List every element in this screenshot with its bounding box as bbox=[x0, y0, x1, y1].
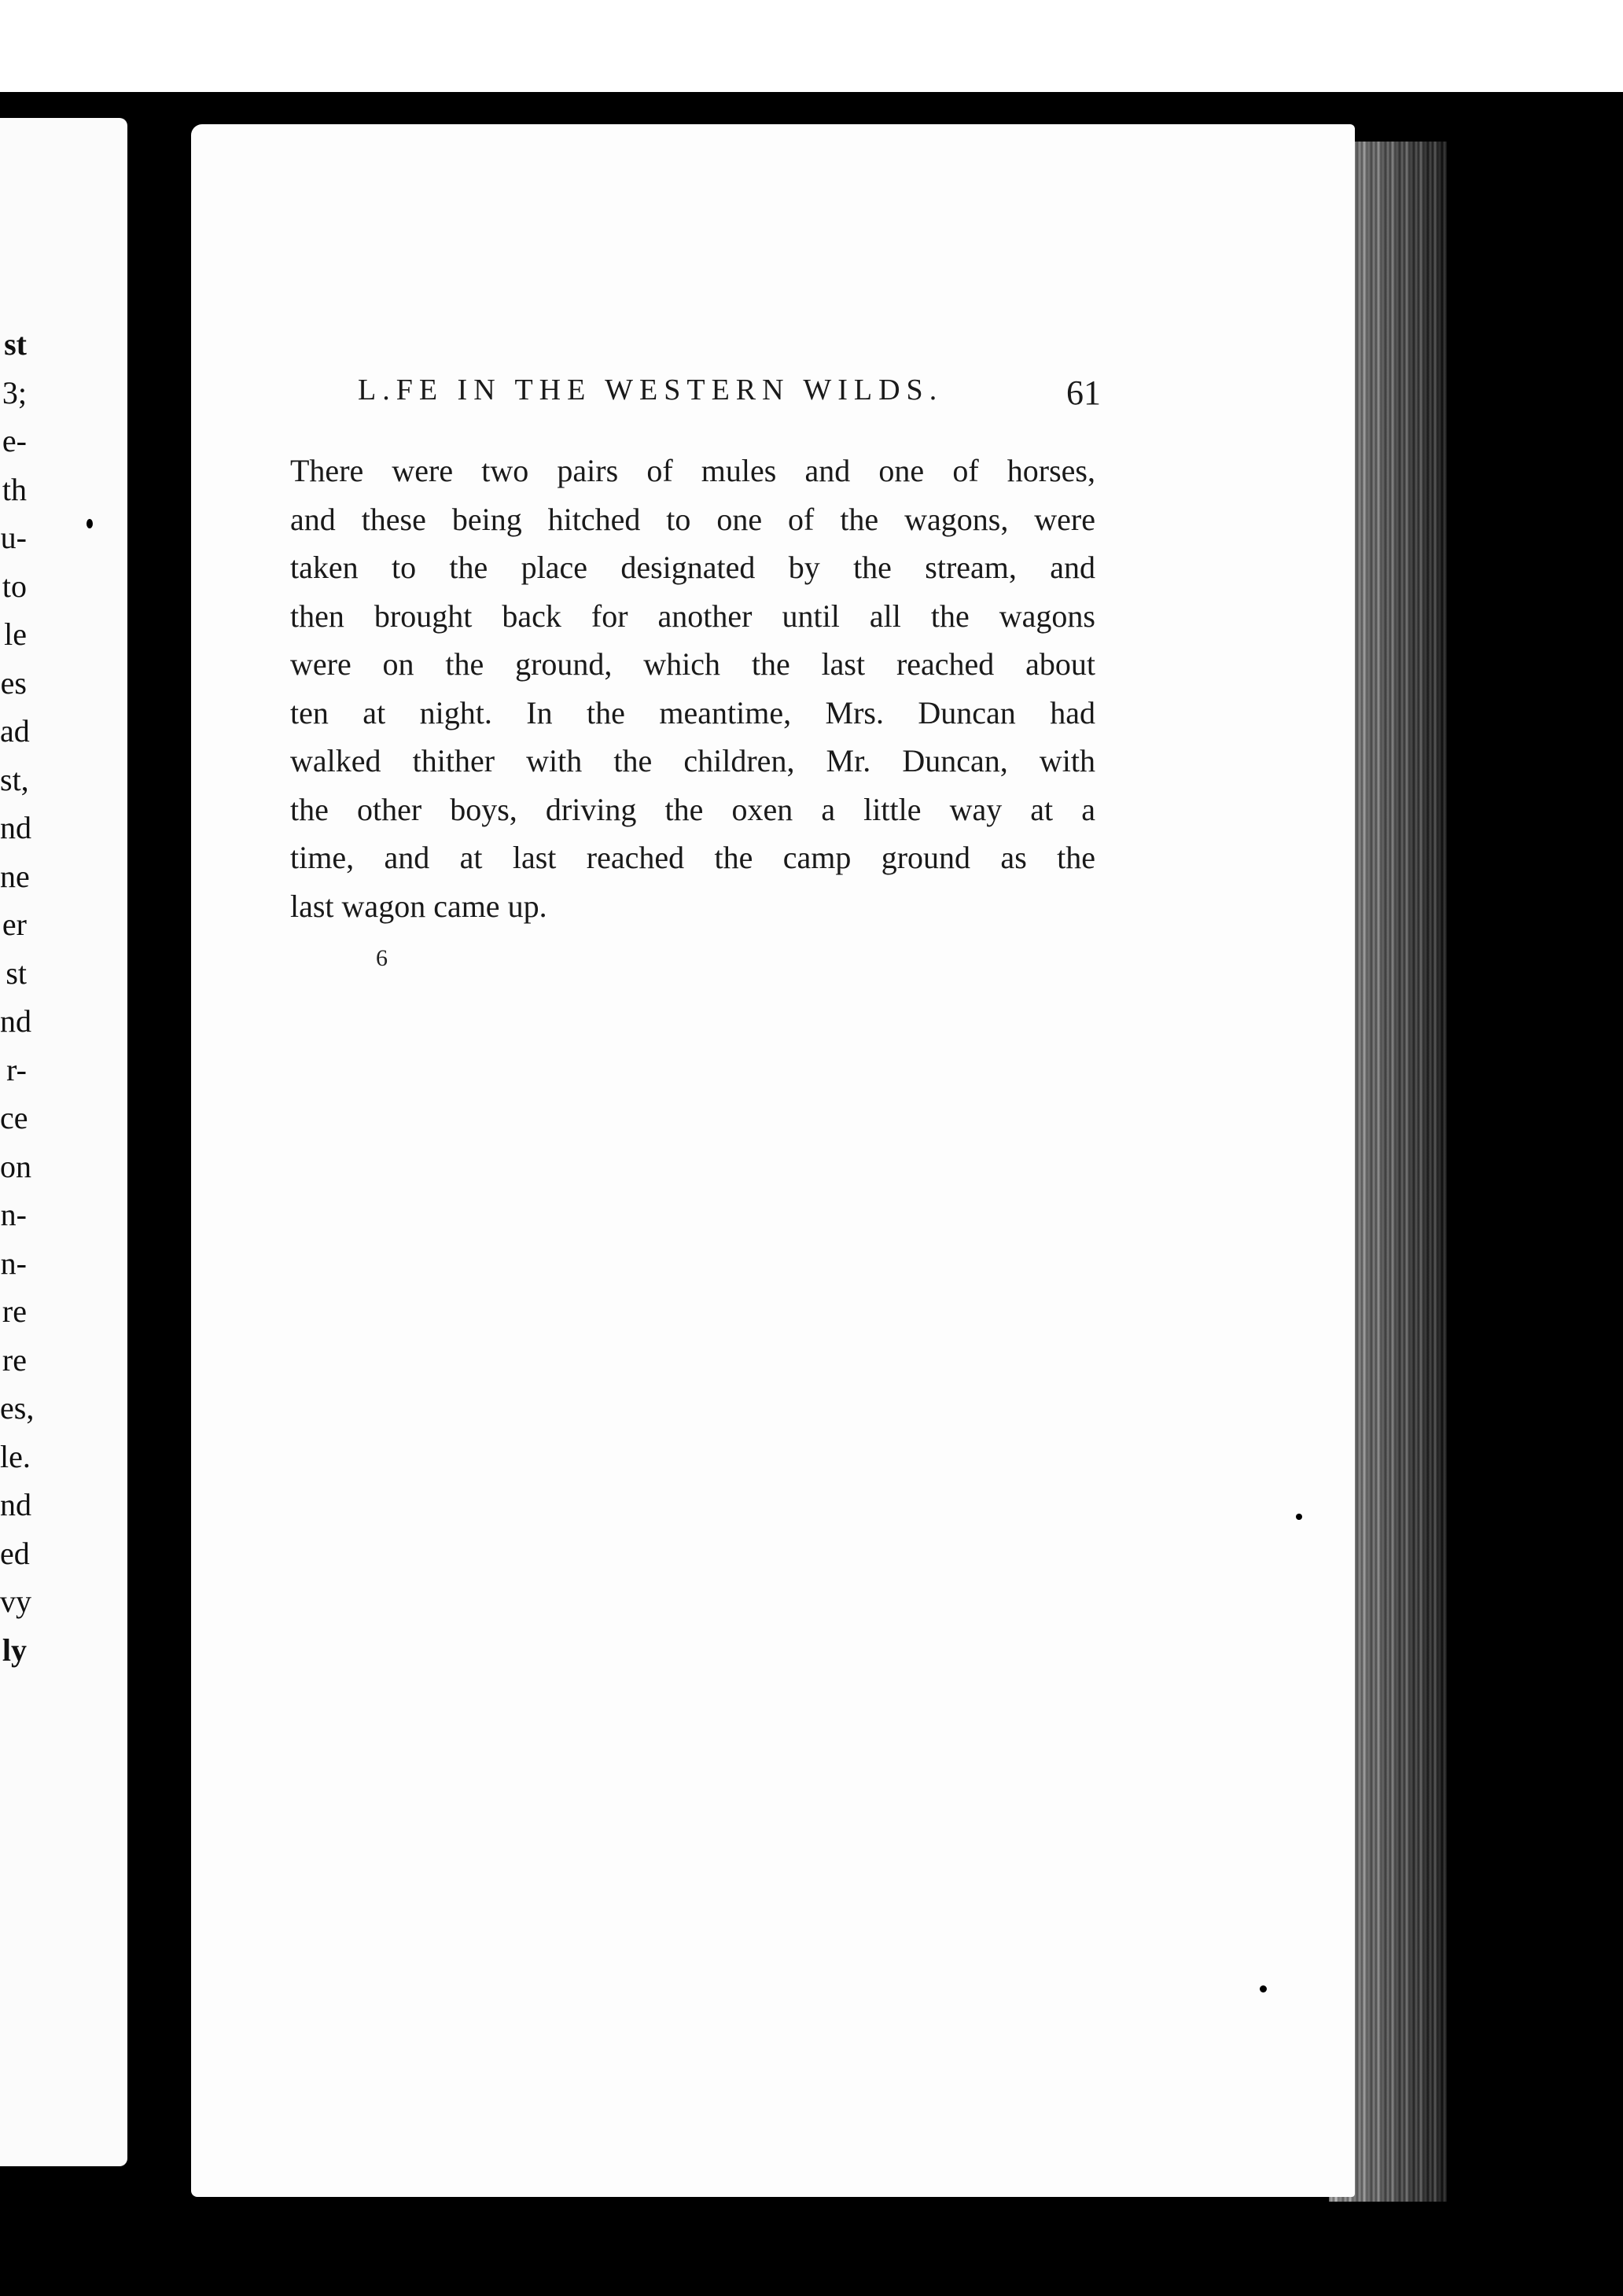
body-line: were on the ground, which the last reached about bbox=[290, 646, 1095, 682]
running-head bbox=[358, 373, 1101, 417]
body-paragraph bbox=[290, 447, 1095, 930]
body-line: ten at night. In the meantime, Mrs. Duncan had bbox=[290, 694, 1095, 730]
left-page-fragment: to bbox=[2, 568, 27, 604]
left-page-fragment: st bbox=[4, 326, 27, 362]
body-line: taken to the place designated by the stream, and bbox=[290, 550, 1095, 585]
left-page-fragment: le. bbox=[0, 1438, 31, 1474]
scan-top-margin bbox=[0, 0, 1623, 92]
left-page-fragment: ly bbox=[2, 1632, 27, 1668]
body-line: then brought back for another until all the wagons bbox=[290, 598, 1095, 634]
left-page-fragment: ad bbox=[0, 713, 30, 749]
left-page-fragment: ce bbox=[0, 1100, 28, 1135]
signature-mark: 6 bbox=[376, 945, 388, 971]
scan-speck bbox=[1296, 1514, 1302, 1520]
body-line: walked thither with the children, Mr. Duncan, with bbox=[290, 743, 1095, 778]
left-page-fragment: nd bbox=[0, 1003, 31, 1039]
left-page-fragment: st bbox=[6, 955, 27, 991]
page-number: 61 bbox=[1066, 373, 1101, 412]
left-page-edge bbox=[0, 118, 127, 2166]
scan-speck bbox=[86, 519, 93, 528]
scan-speck bbox=[1260, 1985, 1267, 1992]
left-page-fragment: re bbox=[2, 1341, 27, 1378]
body-line: last wagon came up. bbox=[290, 888, 547, 924]
left-page-fragment: u- bbox=[0, 520, 27, 555]
left-page-fragment: le bbox=[4, 616, 27, 652]
left-page-fragment: 3; bbox=[2, 374, 27, 410]
left-page-fragment: nd bbox=[0, 1487, 31, 1522]
left-page-fragment: vy bbox=[0, 1584, 31, 1619]
body-line: time, and at last reached the camp ground as the bbox=[290, 840, 1095, 875]
left-page-fragment: e- bbox=[2, 423, 27, 458]
body-line: There were two pairs of mules and one of horses, bbox=[290, 453, 1095, 488]
left-page-fragment: es, bbox=[0, 1390, 35, 1426]
left-page-fragment: on bbox=[0, 1148, 31, 1184]
left-page-fragment: er bbox=[2, 907, 27, 942]
left-page-fragment: n- bbox=[0, 1197, 27, 1232]
left-page-fragment: nd bbox=[0, 810, 31, 845]
left-page-fragment: th bbox=[2, 471, 27, 507]
right-page bbox=[191, 124, 1355, 2197]
left-page-fragment: re bbox=[2, 1293, 27, 1329]
left-page-fragment: n- bbox=[0, 1245, 27, 1281]
left-page-fragment: ne bbox=[0, 858, 30, 894]
running-head-title: L.FE IN THE WESTERN WILDS. bbox=[358, 373, 944, 407]
left-page-fragment: ed bbox=[0, 1535, 30, 1571]
left-page-fragment: es bbox=[0, 664, 27, 701]
left-page-fragment: st, bbox=[0, 761, 29, 797]
left-page-fragment: r- bbox=[6, 1051, 27, 1087]
body-line: and these being hitched to one of the wagons, were bbox=[290, 501, 1095, 537]
body-line: the other boys, driving the oxen a little way at a bbox=[290, 791, 1095, 827]
